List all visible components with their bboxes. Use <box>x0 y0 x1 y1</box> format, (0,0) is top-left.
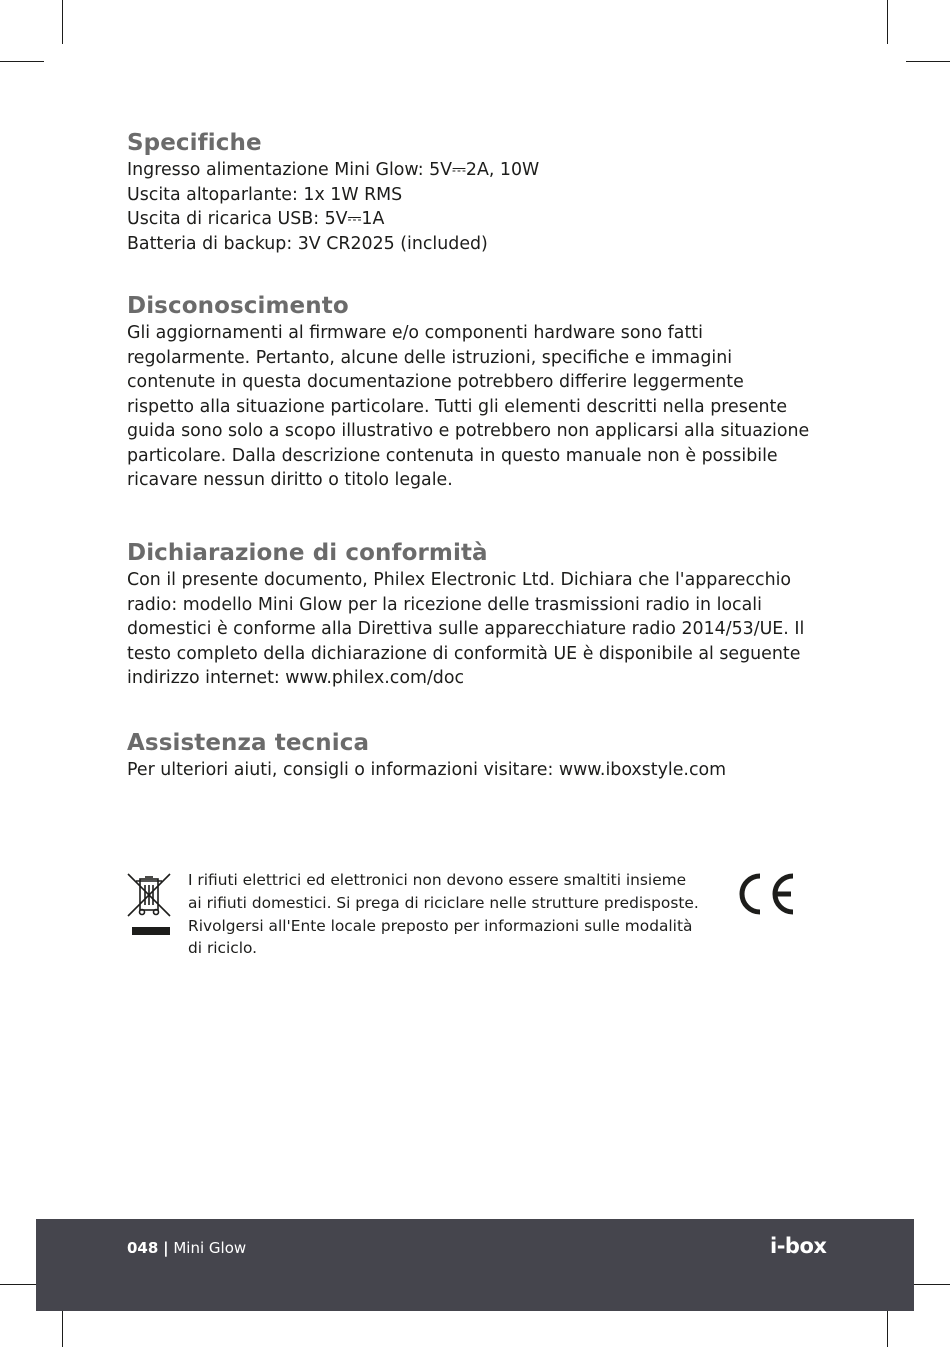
weee-line: di riciclo. <box>188 939 258 958</box>
crop-mark <box>0 61 44 62</box>
crop-mark <box>906 61 950 62</box>
footer-page-info <box>127 1237 246 1259</box>
brand-logo: i-box <box>770 1234 827 1258</box>
disclaimer-line: Gli aggiornamenti al firmware e/o componenti hardware sono fatti <box>127 323 703 343</box>
disclaimer-line: regolarmente. Pertanto, alcune delle istruzioni, specifiche e immagini <box>127 347 733 368</box>
product-name: Mini Glow <box>173 1239 247 1257</box>
weee-line: Rivolgersi all'Ente locale preposto per informazioni sulle modalità <box>188 916 693 935</box>
support-line: Per ulteriori aiuti, consigli o informazioni visitare: www.iboxstyle.com <box>127 760 727 780</box>
crop-mark <box>62 0 63 44</box>
ce-mark-icon <box>737 872 801 916</box>
conformity-line: radio: modello Mini Glow per la ricezione delle trasmissioni radio in locali <box>127 594 762 615</box>
specs-section <box>127 128 827 256</box>
disclaimer-line: guida sono solo a scopo illustrativo e potrebbero non applicarsi alla situazione <box>127 421 810 441</box>
specs-heading: Specifiche <box>127 130 262 156</box>
spec-line: Uscita di ricarica USB: 5V⎓1A <box>127 209 385 229</box>
conformity-line: indirizzo internet: www.philex.com/doc <box>127 668 465 688</box>
disclaimer-line: ricavare nessun diritto o titolo legale. <box>127 470 453 490</box>
support-section <box>127 728 827 783</box>
disclaimer-line: rispetto alla situazione particolare. Tutti gli elementi descritti nella presente <box>127 396 788 417</box>
disclaimer-section <box>127 291 827 493</box>
spec-line: Uscita altoparlante: 1x 1W RMS <box>127 184 403 205</box>
crossed-bin-icon <box>126 870 174 938</box>
disclaimer-line: particolare. Dalla descrizione contenuta in questo manuale non è possibile <box>127 445 778 466</box>
weee-notice <box>188 869 728 960</box>
support-heading: Assistenza tecnica <box>127 730 370 756</box>
crop-mark <box>887 0 888 44</box>
conformity-section <box>127 538 827 691</box>
footer-separator: | <box>163 1239 169 1257</box>
conformity-line: testo completo della dichiarazione di conformità UE è disponibile al seguente <box>127 643 801 664</box>
spec-line: Batteria di backup: 3V CR2025 (included) <box>127 233 488 254</box>
weee-line: I rifiuti elettrici ed elettronici non devono essere smaltiti insieme <box>188 871 687 889</box>
conformity-line: Con il presente documento, Philex Electronic Ltd. Dichiara che l'apparecchio <box>127 570 792 590</box>
weee-line: ai rifiuti domestici. Si prega di riciclare nelle strutture predisposte. <box>188 893 699 912</box>
page-number: 048 <box>127 1239 159 1257</box>
spec-line: Ingresso alimentazione Mini Glow: 5V⎓2A, 10W <box>127 160 540 180</box>
disclaimer-heading: Disconoscimento <box>127 293 349 319</box>
conformity-heading: Dichiarazione di conformità <box>127 540 488 566</box>
disclaimer-line: contenute in questa documentazione potrebbero differire leggermente <box>127 372 744 392</box>
conformity-line: domestici è conforme alla Direttiva sulle apparecchiature radio 2014/53/UE. Il <box>127 619 805 639</box>
